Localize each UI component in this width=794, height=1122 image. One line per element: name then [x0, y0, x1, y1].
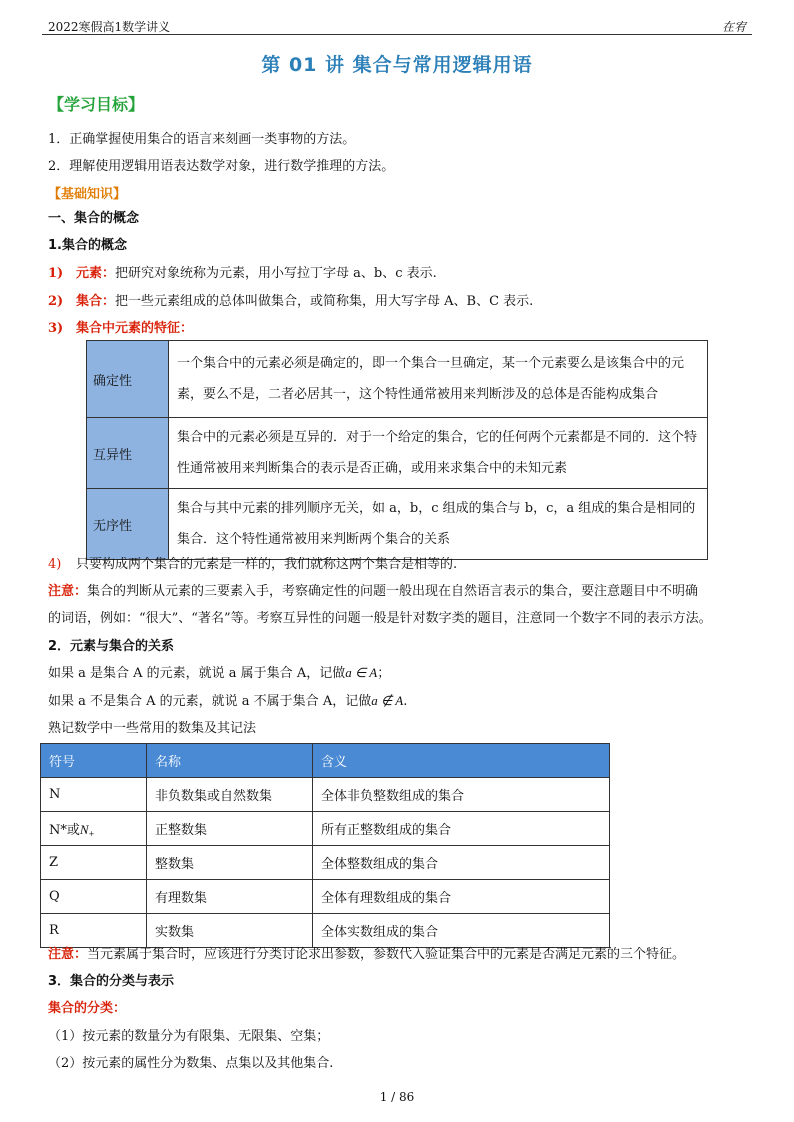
membership-line: [48, 662, 390, 681]
note-1-line-2: 的词语，例如：“很大”、“著名”等。考察互异性的问题一般是针对数字类的题目，注意同一个数字不同的表示方法。: [48, 611, 712, 626]
note-2-label: 注意：: [48, 947, 88, 962]
note-2-text: 当元素属于集合时，应该进行分类讨论求出参数，参数代入验证集合中的元素是否满足元素的三个特征。: [87, 947, 686, 962]
point-1-text: 把研究对象统称为元素，用小写拉丁字母 a、b、c 表示.: [115, 266, 437, 281]
point-1-num: 1): [48, 266, 64, 281]
point-1: [48, 262, 437, 281]
feature-row: [87, 341, 708, 418]
feature-name: 无序性: [87, 489, 169, 560]
cell-meaning: 全体非负整数组成的集合: [313, 778, 610, 812]
cell-name: 实数集: [147, 914, 313, 948]
col-header-meaning: 含义: [313, 744, 610, 778]
point-4-text: 只要构成两个集合的元素是一样的，我们就称这两个集合是相等的.: [76, 557, 458, 572]
objective-item-1: 1．正确掌握使用集合的语言来刻画一类事物的方法。: [48, 132, 356, 147]
section2-heading: 2．元素与集合的关系: [48, 639, 175, 654]
membership-end: ；: [377, 666, 391, 681]
cell-symbol-sub: +: [88, 830, 95, 838]
point-4: [48, 553, 457, 572]
cell-symbol: R: [41, 914, 147, 948]
cell-meaning: 所有正整数组成的集合: [313, 812, 610, 846]
cell-symbol: Z: [41, 846, 147, 880]
feature-desc: 集合中的元素必须是互异的．对于一个给定的集合，它的任何两个元素都是不同的．这个特性通常被用来判断集合的表示是否正确，或用来求集合中的未知元素: [169, 418, 708, 489]
features-table: [86, 340, 708, 560]
cell-symbol: N: [41, 778, 147, 812]
cell-name: 正整数集: [147, 812, 313, 846]
classification-item-1: （1）按元素的数量分为有限集、无限集、空集；: [48, 1029, 330, 1044]
section3-sub: 集合的分类：: [48, 1001, 127, 1016]
note-1-text-1: 集合的判断从元素的三要素入手，考察确定性的问题一般出现在自然语言表示的集合，要注意题目中不明确: [87, 584, 699, 599]
point-2-num: 2): [48, 294, 64, 309]
section3-heading: 3．集合的分类与表示: [48, 974, 175, 989]
page-title: 第 01 讲 集合与常用逻辑用语: [261, 54, 533, 76]
col-header-name: 名称: [147, 744, 313, 778]
col-header-symbol: 符号: [41, 744, 147, 778]
section1-sub1: 1.集合的概念: [48, 238, 127, 253]
header-left: 2022寒假高1数学讲义: [48, 20, 171, 34]
feature-row: [87, 418, 708, 489]
classification-item-2: （2）按元素的属性分为数集、点集以及其他集合.: [48, 1056, 334, 1071]
non-membership-text: 如果 a 不是集合 A 的元素，就说 a 不属于集合 A，记做: [48, 694, 372, 709]
non-membership-line: [48, 690, 407, 709]
cell-meaning: 全体实数组成的集合: [313, 914, 610, 948]
page-number: 1 / 86: [379, 1090, 415, 1104]
point-2: [48, 290, 533, 309]
membership-math: a ∈ A: [345, 665, 378, 680]
header-right: 在宥: [721, 20, 746, 34]
cell-name: 非负数集或自然数集: [147, 778, 313, 812]
cell-symbol: Q: [41, 880, 147, 914]
cell-symbol-main: N*或: [49, 823, 80, 838]
table-row: [41, 880, 610, 914]
non-membership-math: a ∉ A: [371, 693, 404, 708]
section1-heading: 一、集合的概念: [48, 211, 140, 226]
point-3-term: 集合中元素的特征：: [76, 321, 194, 336]
note-1-line-1: [48, 580, 698, 599]
point-4-num: 4): [48, 557, 62, 572]
objective-item-2: 2．理解使用逻辑用语表达数学对象，进行数学推理的方法。: [48, 159, 395, 174]
point-1-term: 元素：: [76, 266, 116, 281]
table-header-row: [41, 744, 610, 778]
table-row: [41, 778, 610, 812]
note-2: [48, 943, 685, 962]
basics-heading: 【基础知识】: [48, 187, 127, 202]
feature-row: [87, 489, 708, 560]
note-1-label: 注意：: [48, 584, 88, 599]
cell-name: 整数集: [147, 846, 313, 880]
objectives-heading: 【学习目标】: [48, 95, 145, 114]
cell-symbol-n: N: [79, 822, 89, 837]
cell-meaning: 全体有理数组成的集合: [313, 880, 610, 914]
feature-name: 确定性: [87, 341, 169, 418]
number-sets-table: [40, 743, 610, 948]
table-row: [41, 846, 610, 880]
membership-text: 如果 a 是集合 A 的元素，就说 a 属于集合 A，记做: [48, 666, 346, 681]
table-row: [41, 812, 610, 846]
point-2-text: 把一些元素组成的总体叫做集合，或简称集，用大写字母 A、B、C 表示.: [115, 294, 534, 309]
feature-desc: 一个集合中的元素必须是确定的，即一个集合一旦确定，某一个元素要么是该集合中的元素，要么不是，二者必居其一，这个特性通常被用来判断涉及的总体是否能构成集合: [169, 341, 708, 418]
point-2-term: 集合：: [76, 294, 116, 309]
point-3-num: 3): [48, 321, 64, 336]
cell-name: 有理数集: [147, 880, 313, 914]
page-header: [42, 12, 752, 35]
feature-name: 互异性: [87, 418, 169, 489]
point-3: [48, 317, 193, 336]
cell-symbol: [41, 812, 147, 846]
cell-meaning: 全体整数组成的集合: [313, 846, 610, 880]
non-membership-end: .: [403, 694, 408, 709]
feature-desc: 集合与其中元素的排列顺序无关，如 a，b，c 组成的集合与 b，c，a 组成的集合是相同的集合．这个特性通常被用来判断两个集合的关系: [169, 489, 708, 560]
number-sets-intro: 熟记数学中一些常用的数集及其记法: [48, 721, 257, 736]
